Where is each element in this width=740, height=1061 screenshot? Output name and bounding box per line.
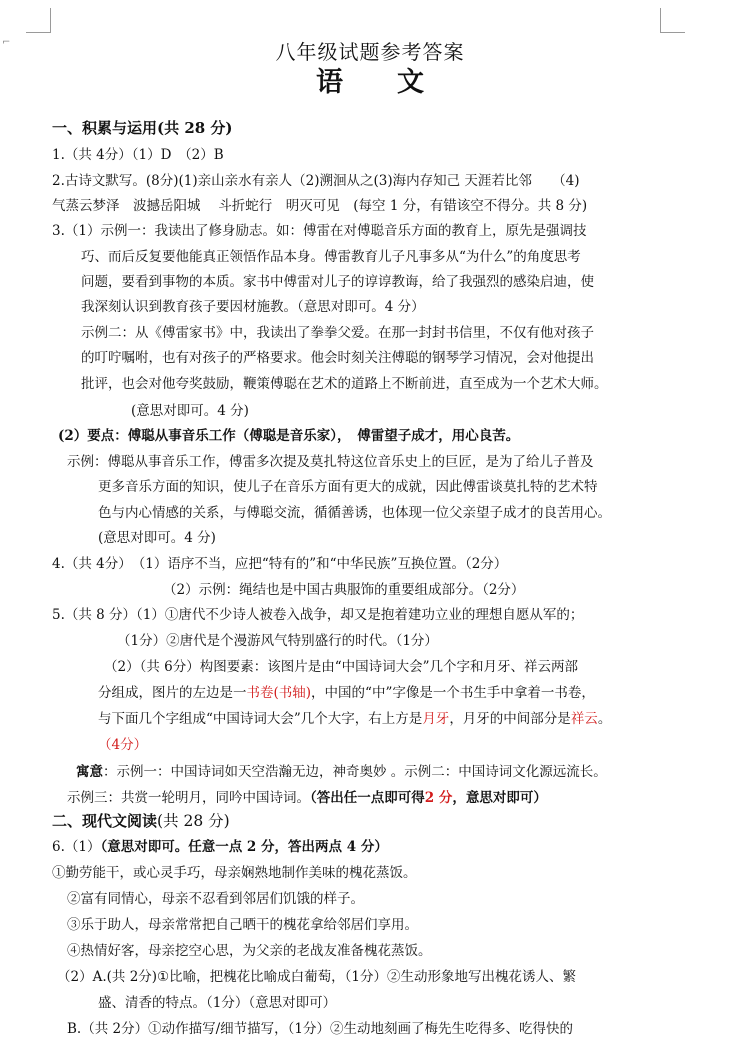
answer-text-span: 。 xyxy=(597,711,612,727)
answer-line xyxy=(52,839,388,855)
answer-text-span: 二、现代文阅读 xyxy=(52,812,158,830)
answer-line: 2.古诗文默写。(8分)(1)亲山亲水有亲人（2)溯洄从之(3)海内存知己 天涯若比邻 （4) xyxy=(52,173,580,189)
page-corner-mark-top-right xyxy=(660,8,685,33)
answer-line: 1.（共 4分）（1）D （2）B xyxy=(52,147,224,163)
answer-line xyxy=(98,685,595,701)
answer-line: (意思对即可。4 分) xyxy=(98,530,216,546)
answer-line: 巧、而后反复要他能真正领悟作品本身。傅雷教育儿子凡事多从“为什么”的角度思考 xyxy=(81,249,581,265)
answer-text-span: 书卷(书轴) xyxy=(246,685,312,701)
answer-text-span: 分组成，图片的左边是一 xyxy=(98,685,247,701)
answer-text-span: 示例三：共赏一轮明月，同吟中国诗词。 xyxy=(67,790,310,806)
answer-line: 我深刻认识到教育孩子要因材施教。（意思对即可。4 分） xyxy=(81,299,425,315)
document-title: 八年级试题参考答案 xyxy=(275,40,465,64)
answer-line: ③乐于助人，母亲常常把自己晒干的槐花拿给邻居们享用。 xyxy=(67,917,418,933)
answer-line: 盛、清香的特点。（1分）（意思对即可） xyxy=(98,995,337,1011)
answer-line: （2）A.(共 2分)①比喻，把槐花比喻成白葡萄，（1分）②生动形象地写出槐花诱人、繁 xyxy=(57,969,576,985)
answer-line xyxy=(76,764,607,780)
answer-line: （2）示例：绳结也是中国古典服饰的重要组成部分。（2分） xyxy=(163,582,525,598)
answer-text-span: (共 28 分) xyxy=(157,812,230,830)
answer-line: （4分） xyxy=(98,737,148,753)
answer-line: 的叮咛嘱咐，也有对孩子的严格要求。他会时刻关注傅聪的钢琴学习情况，会对他提出 xyxy=(81,350,594,366)
answer-line xyxy=(98,711,611,727)
answer-text-span: （意思对即可。任意一点 2 分，答出两点 4 分） xyxy=(100,839,388,855)
answer-line: ①勤劳能干，或心灵手巧，母亲娴熟地制作美味的槐花蒸饭。 xyxy=(52,865,417,881)
answer-line: 4.（共 4分） （1）语序不当，应把“特有的”和“中华民族”互换位置。（2分） xyxy=(52,556,508,572)
answer-line: （2）（共 6分）构图要素：该图片是由“中国诗词大会”几个字和月牙、祥云两部 xyxy=(104,659,579,675)
answer-text-span: ，意思对即可） xyxy=(452,790,547,806)
header-marker-icon: ⌐ xyxy=(2,37,11,48)
answer-text-span: 祥云 xyxy=(570,711,598,727)
answer-text-span: ：示例一：中国诗词如天空浩瀚无边，神奇奥妙 。示例二：中国诗词文化源远流长。 xyxy=(103,764,607,780)
answer-line: 气蒸云梦泽 波撼岳阳城 斗折蛇行 明灭可见 (每空 1 分，有错该空不得分。共 8 分) xyxy=(52,198,588,214)
answer-line: 3.（1）示例一：我读出了修身励志。如：傅雷在对傅聪音乐方面的教育上，原先是强调技 xyxy=(52,223,587,239)
answer-line xyxy=(52,813,230,830)
answer-line: （1分）②唐代是个漫游风气特别盛行的时代。（1分） xyxy=(117,633,438,649)
answer-line: ④热情好客，母亲挖空心思，为父亲的老战友准备槐花蒸饭。 xyxy=(67,943,432,959)
answer-text-span: 寓意 xyxy=(76,764,103,780)
subject-title: 语 文 xyxy=(316,67,424,98)
answer-line: B.（共 2分）①动作描写/细节描写，（1分）②生动地刻画了梅先生吃得多、吃得快的 xyxy=(67,1021,573,1037)
answer-line: (意思对即可。4 分) xyxy=(131,403,249,419)
answer-line: ②富有同情心，母亲不忍看到邻居们饥饿的样子。 xyxy=(67,891,364,907)
answer-line: 批评，也会对他夸奖鼓励，鞭策傅聪在艺术的道路上不断前进，直至成为一个艺术大师。 xyxy=(81,376,608,392)
answer-line: 更多音乐方面的知识，使儿子在音乐方面有更大的成就，因此傅雷谈莫扎特的艺术特 xyxy=(98,479,598,495)
answer-text-span: 6.（1） xyxy=(52,839,101,855)
answer-text-span: （答出任一点即可得 xyxy=(310,790,425,806)
answer-line: 一、积累与运用(共 28 分) xyxy=(52,119,233,137)
answer-line: 5.（共 8 分）（1）①唐代不少诗人被卷入战争，却又是抱着建功立业的理想自愿从军的； xyxy=(52,607,584,623)
page-corner-mark-top-left xyxy=(26,8,51,33)
answer-text-span: 2 分 xyxy=(424,790,453,806)
answer-text-span: ，月牙的中间部分是 xyxy=(449,711,571,727)
answer-line: 问题，要看到事物的本质。家书中傅雷对儿子的谆谆教诲，给了我强烈的感染启迪，使 xyxy=(81,274,594,290)
answer-text-span: 与下面几个字组成“中国诗词大会”几个大字，右上方是 xyxy=(98,711,423,727)
answer-text-span: 月牙 xyxy=(422,711,450,727)
answer-line: (2）要点：傅聪从事音乐工作（傅聪是音乐家）， 傅雷望子成才，用心良苦。 xyxy=(58,428,520,444)
answer-line: 示例：傅聪从事音乐工作，傅雷多次提及莫扎特这位音乐史上的巨匠，是为了给儿子普及 xyxy=(67,454,594,470)
answer-text-span: ，中国的“中”字像是一个书生手中拿着一书卷， xyxy=(311,685,595,701)
answer-line xyxy=(67,790,547,806)
answer-line: 色与内心情感的关系，与傅聪交流，循循善诱，也体现一位父亲望子成才的良苦用心。 xyxy=(98,505,611,521)
answer-line: 示例二：从《傅雷家书》中，我读出了拳拳父爱。在那一封封书信里，不仅有他对孩子 xyxy=(81,325,594,341)
